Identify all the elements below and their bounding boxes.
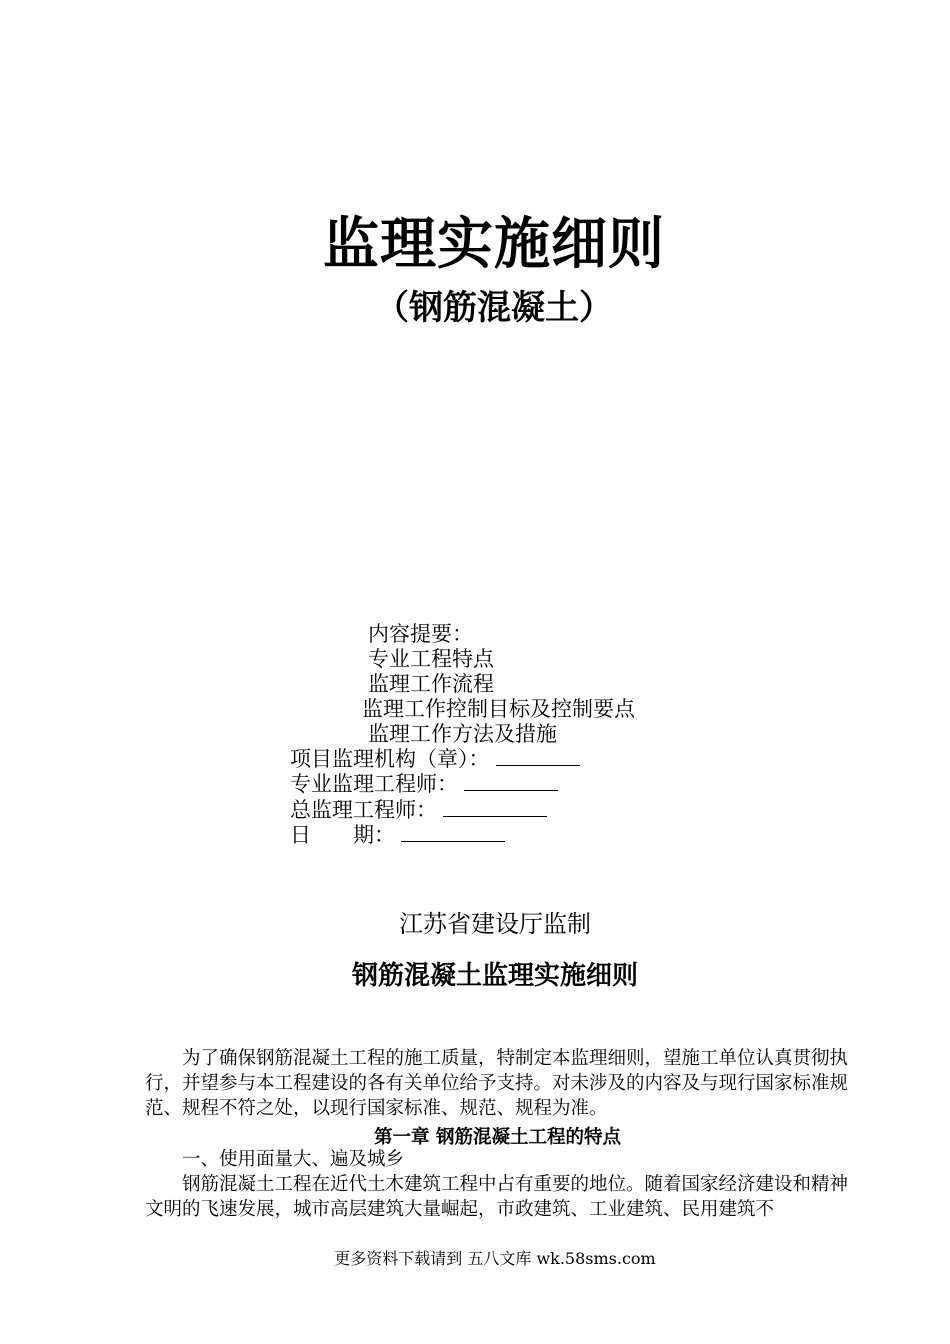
signoff-chief-row bbox=[290, 797, 547, 823]
footer-note: 更多资料下载请到 五八文库 wk.58sms.com bbox=[334, 1249, 656, 1268]
toc-item: 监理工作方法及措施 bbox=[368, 722, 557, 746]
toc-item: 监理工作流程 bbox=[368, 672, 494, 696]
signoff-engineer-row bbox=[290, 771, 558, 797]
signoff-org-blank bbox=[496, 746, 580, 766]
toc-item: 专业工程特点 bbox=[368, 647, 494, 671]
signoff-date-row bbox=[290, 822, 505, 848]
signoff-engineer-blank bbox=[464, 771, 558, 791]
section-heading: 一、使用面量大、遍及城乡 bbox=[182, 1149, 405, 1170]
section-paragraph: 钢筋混凝土工程在近代土木建筑工程中占有重要的地位。随着国家经济建设和精神文明的飞速发展，城市高层建筑大量崛起，市政建筑、工业建筑、民用建筑不 bbox=[145, 1174, 849, 1220]
signoff-org-row bbox=[290, 746, 580, 772]
signoff-engineer-label: 专业监理工程师： bbox=[290, 772, 458, 796]
signoff-date-label: 日 期： bbox=[290, 823, 395, 847]
document-title: 钢筋混凝土监理实施细则 bbox=[351, 961, 638, 991]
signoff-chief-label: 总监理工程师： bbox=[290, 798, 437, 822]
intro-paragraph: 为了确保钢筋混凝土工程的施工质量，特制定本监理细则，望施工单位认真贯彻执行，并望参与本工程建设的各有关单位给予支持。对未涉及的内容及与现行国家标准规范、规程不符之处，以现行国家标准、规范、规程为准。 bbox=[145, 1048, 849, 1119]
toc-item: 监理工作控制目标及控制要点 bbox=[362, 697, 635, 721]
cover-subtitle: （钢筋混凝土） bbox=[375, 288, 613, 328]
cover-title: 监理实施细则 bbox=[323, 211, 665, 277]
chapter-heading: 第一章 钢筋混凝土工程的特点 bbox=[374, 1127, 621, 1148]
signoff-org-label: 项目监理机构（章）： bbox=[290, 747, 490, 771]
signoff-date-blank bbox=[401, 822, 505, 842]
toc-heading: 内容提要： bbox=[368, 622, 473, 646]
signoff-chief-blank bbox=[443, 797, 547, 817]
issuer-line: 江苏省建设厅监制 bbox=[399, 910, 591, 938]
